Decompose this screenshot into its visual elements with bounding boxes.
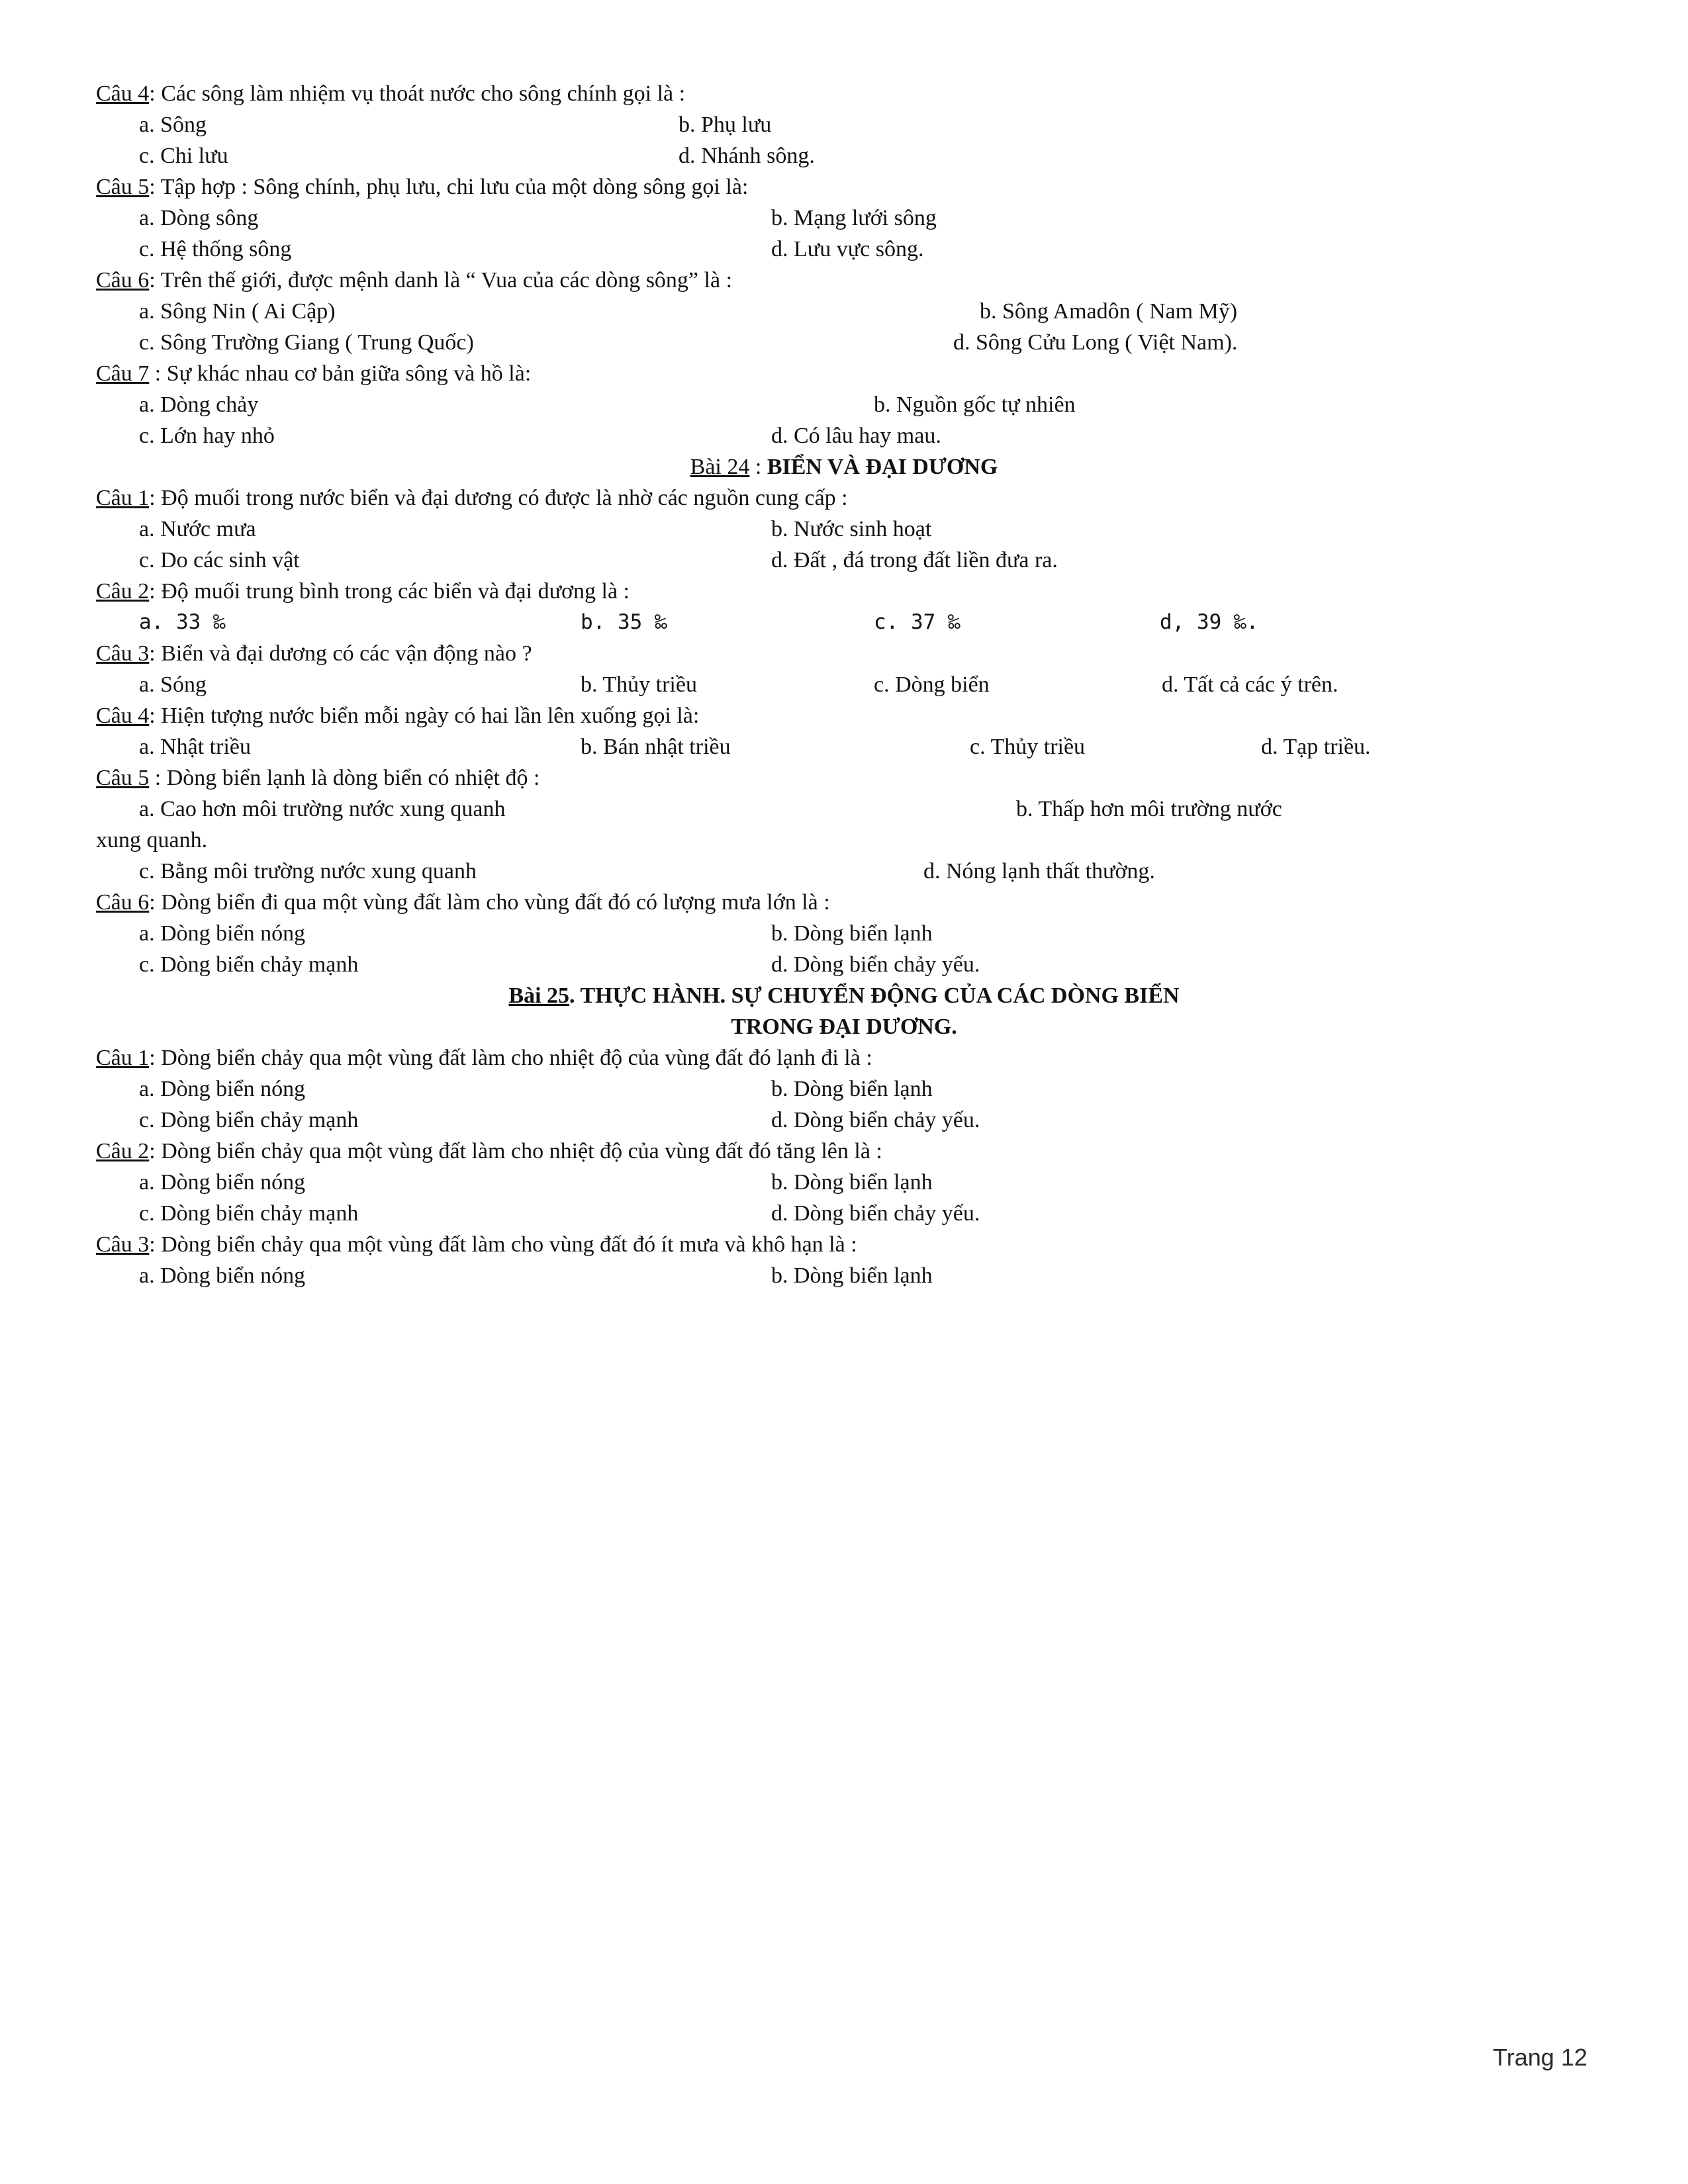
question-label: Câu 4	[96, 81, 150, 106]
option-d: d, 39 ‰.	[1160, 610, 1259, 634]
question-line	[96, 1229, 1592, 1260]
options-row	[96, 514, 1592, 545]
options-row	[96, 140, 1592, 171]
option-b: b. Dòng biển lạnh	[771, 1077, 933, 1101]
option-d: d. Lưu vực sông.	[771, 237, 924, 261]
options-row	[96, 389, 1592, 420]
question-line	[96, 171, 1592, 203]
question-label: Câu 2	[96, 1139, 150, 1163]
section-title: THỰC HÀNH. SỰ CHUYỂN ĐỘNG CỦA CÁC DÒNG BIỂN	[580, 983, 1180, 1008]
question-text: : Hiện tượng nước biển mỗi ngày có hai lần lên xuống gọi là:	[149, 704, 700, 728]
options-row	[96, 1198, 1592, 1229]
option-a: a. Nước mưa	[139, 517, 256, 541]
option-b: b. Thủy triều	[581, 672, 697, 697]
question-label: Câu 5	[96, 766, 150, 790]
question-text: : Các sông làm nhiệm vụ thoát nước cho sông chính gọi là :	[149, 81, 686, 106]
options-row	[96, 856, 1592, 887]
options-row	[96, 109, 1592, 140]
options-row	[96, 949, 1592, 980]
question-text: : Dòng biển đi qua một vùng đất làm cho vùng đất đó có lượng mưa lớn là :	[149, 890, 830, 915]
option-a: a. Dòng biển nóng	[139, 1263, 306, 1288]
option-d: d. Nhánh sông.	[679, 144, 815, 168]
question-line	[96, 700, 1592, 731]
option-b: b. Dòng biển lạnh	[771, 921, 933, 946]
option-b: b. Bán nhật triều	[581, 735, 731, 759]
option-b: b. 35 ‰	[581, 610, 667, 634]
options-row	[96, 1105, 1592, 1136]
option-d: d. Dòng biển chảy yếu.	[771, 1108, 980, 1132]
option-d: d. Có lâu hay mau.	[771, 424, 941, 448]
question-line	[96, 78, 1592, 109]
options-row	[96, 327, 1592, 358]
question-text: : Độ muối trung bình trong các biển và đại dương là :	[149, 579, 630, 604]
options-row	[96, 1073, 1592, 1105]
question-text: : Tập hợp : Sông chính, phụ lưu, chi lưu của một dòng sông gọi là:	[149, 175, 749, 199]
options-row	[96, 203, 1592, 234]
question-line	[96, 1136, 1592, 1167]
options-row	[96, 669, 1592, 700]
option-a: a. Sông Nin ( Ai Cập)	[139, 299, 336, 324]
question-text: : Biển và đại dương có các vận động nào ?	[149, 641, 532, 666]
option-b: b. Phụ lưu	[679, 113, 772, 137]
option-d: d. Đất , đá trong đất liền đưa ra.	[771, 548, 1058, 572]
section-label: Bài 24	[690, 455, 750, 479]
option-b: b. Nguồn gốc tự nhiên	[874, 392, 1076, 417]
options-row	[96, 420, 1592, 451]
option-d: d. Tất cả các ý trên.	[1162, 672, 1338, 697]
option-a: a. Sông	[139, 113, 207, 137]
option-b: b. Mạng lưới sông	[771, 206, 937, 230]
option-c: c. Bằng môi trường nước xung quanh	[139, 859, 477, 884]
option-b: b. Dòng biển lạnh	[771, 1170, 933, 1195]
question-text: : Sự khác nhau cơ bản giữa sông và hồ là:	[149, 361, 532, 386]
option-d: d. Tạp triều.	[1261, 735, 1371, 759]
option-d: d. Sông Cửu Long ( Việt Nam).	[953, 330, 1238, 355]
option-a: a. Dòng biển nóng	[139, 1077, 306, 1101]
option-c: c. Dòng biển	[874, 672, 990, 697]
option-d: d. Nóng lạnh thất thường.	[923, 859, 1155, 884]
option-continuation	[96, 825, 1592, 856]
question-label: Câu 3	[96, 1232, 150, 1257]
options-row	[96, 234, 1592, 265]
section-heading	[96, 980, 1592, 1011]
question-text: : Dòng biển lạnh là dòng biển có nhiệt độ :	[149, 766, 540, 790]
option-a: a. Cao hơn môi trường nước xung quanh	[139, 797, 506, 821]
section-heading	[96, 451, 1592, 482]
continuation-text: xung quanh.	[96, 828, 208, 852]
option-a: a. Nhật triều	[139, 735, 251, 759]
option-c: c. Dòng biển chảy mạnh	[139, 1201, 359, 1226]
option-b: b. Thấp hơn môi trường nước	[1016, 797, 1282, 821]
option-a: a. Dòng chảy	[139, 392, 259, 417]
section-separator: .	[569, 983, 581, 1008]
option-c: c. Hệ thống sông	[139, 237, 292, 261]
question-label: Câu 1	[96, 486, 150, 510]
option-b: b. Nước sinh hoạt	[771, 517, 932, 541]
option-a: a. Sóng	[139, 672, 207, 697]
option-a: a. Dòng biển nóng	[139, 921, 306, 946]
question-line	[96, 358, 1592, 389]
question-text: : Dòng biển chảy qua một vùng đất làm cho vùng đất đó ít mưa và khô hạn là :	[149, 1232, 857, 1257]
question-line	[96, 638, 1592, 669]
options-row	[96, 794, 1592, 825]
option-a: a. Dòng sông	[139, 206, 259, 230]
option-a: a. Dòng biển nóng	[139, 1170, 306, 1195]
question-text: : Dòng biển chảy qua một vùng đất làm cho nhiệt độ của vùng đất đó tăng lên là :	[149, 1139, 882, 1163]
question-text: : Trên thế giới, được mệnh danh là “ Vua của các dòng sông” là :	[149, 268, 733, 293]
option-c: c. 37 ‰	[874, 610, 961, 634]
options-row	[96, 731, 1592, 762]
question-text: : Dòng biển chảy qua một vùng đất làm cho nhiệt độ của vùng đất đó lạnh đi là :	[149, 1046, 872, 1070]
option-c: c. Chi lưu	[139, 144, 228, 168]
options-row	[96, 1167, 1592, 1198]
option-a: a. 33 ‰	[139, 610, 226, 634]
question-line	[96, 1042, 1592, 1073]
question-line	[96, 482, 1592, 514]
section-heading-line2	[96, 1011, 1592, 1042]
question-label: Câu 1	[96, 1046, 150, 1070]
section-separator: :	[749, 455, 767, 479]
options-row	[96, 545, 1592, 576]
option-d: d. Dòng biển chảy yếu.	[771, 952, 980, 977]
options-row	[96, 296, 1592, 327]
option-b: b. Dòng biển lạnh	[771, 1263, 933, 1288]
question-label: Câu 3	[96, 641, 150, 666]
question-line	[96, 265, 1592, 296]
question-line	[96, 762, 1592, 794]
question-label: Câu 6	[96, 890, 150, 915]
option-c: c. Dòng biển chảy mạnh	[139, 952, 359, 977]
page-number: Trang 12	[1493, 2044, 1587, 2071]
document-content	[96, 78, 1592, 1291]
option-c: c. Sông Trường Giang ( Trung Quốc)	[139, 330, 474, 355]
option-c: c. Lớn hay nhỏ	[139, 424, 275, 448]
options-row	[96, 918, 1592, 949]
question-line	[96, 576, 1592, 607]
option-d: d. Dòng biển chảy yếu.	[771, 1201, 980, 1226]
question-label: Câu 4	[96, 704, 150, 728]
question-label: Câu 2	[96, 579, 150, 604]
options-row	[96, 607, 1592, 638]
question-label: Câu 6	[96, 268, 150, 293]
option-b: b. Sông Amadôn ( Nam Mỹ)	[980, 299, 1238, 324]
options-row	[96, 1260, 1592, 1291]
option-c: c. Thủy triều	[970, 735, 1086, 759]
question-line	[96, 887, 1592, 918]
option-c: c. Dòng biển chảy mạnh	[139, 1108, 359, 1132]
question-text: : Độ muối trong nước biển và đại dương có được là nhờ các nguồn cung cấp :	[149, 486, 848, 510]
section-label: Bài 25	[508, 983, 570, 1008]
section-title-line2: TRONG ĐẠI DƯƠNG.	[731, 1015, 957, 1039]
option-c: c. Do các sinh vật	[139, 548, 300, 572]
question-label: Câu 7	[96, 361, 150, 386]
question-label: Câu 5	[96, 175, 150, 199]
section-title: BIỂN VÀ ĐẠI DƯƠNG	[767, 455, 998, 479]
